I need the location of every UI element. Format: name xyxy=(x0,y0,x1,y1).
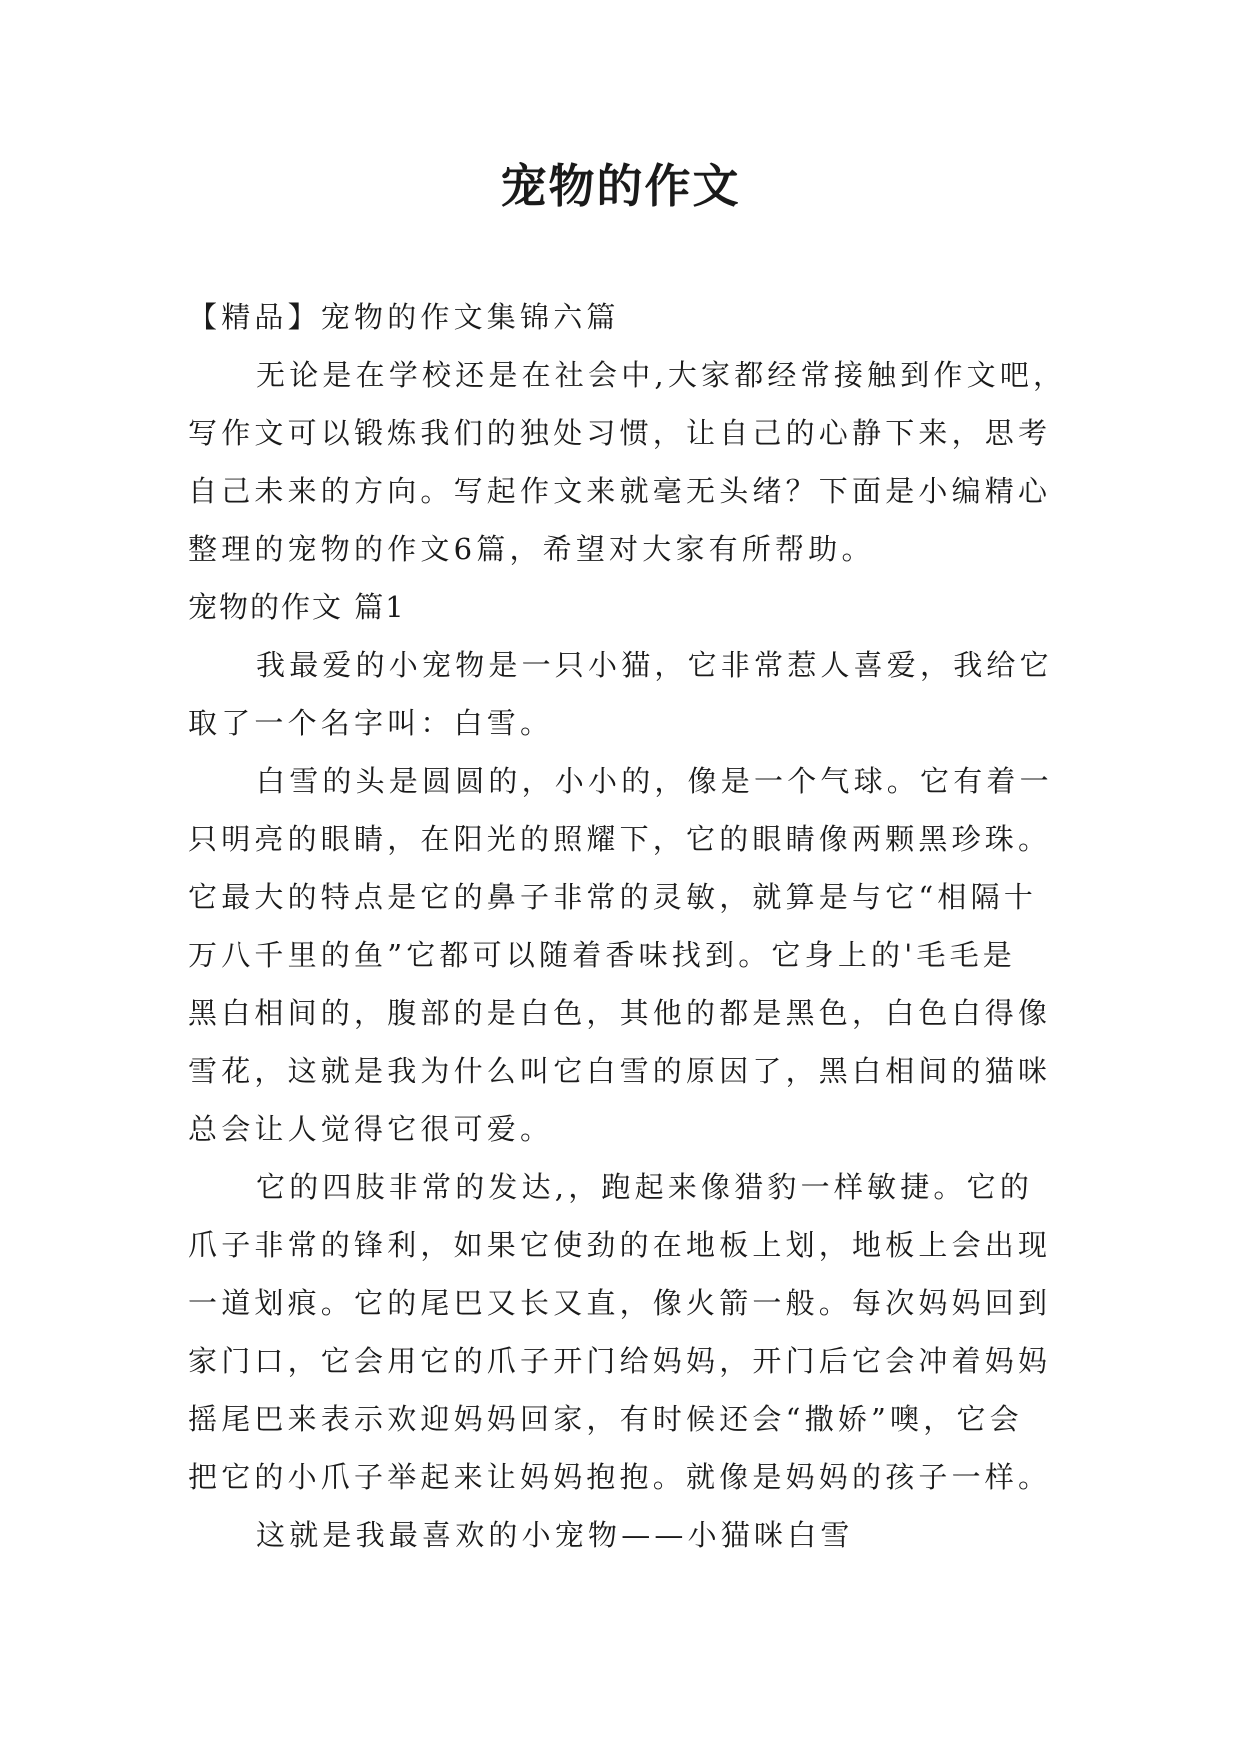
paragraph-line: 总会让人觉得它很可爱。 xyxy=(188,1112,554,1146)
paragraph-line: 写作文可以锻炼我们的独处习惯，让自己的心静下来，思考 xyxy=(188,416,1052,450)
paragraph-line: 它最大的特点是它的鼻子非常的灵敏，就算是与它“相隔十 xyxy=(188,880,1038,914)
paragraph-line: 整理的宠物的作文6篇，希望对大家有所帮助。 xyxy=(188,532,875,566)
paragraph-line: 黑白相间的，腹部的是白色，其他的都是黑色，白色白得像 xyxy=(188,996,1052,1030)
paragraph-line: 摇尾巴来表示欢迎妈妈回家，有时候还会“撒娇”噢，它会 xyxy=(188,1402,1023,1436)
subtitle-line: 【精品】宠物的作文集锦六篇 xyxy=(188,300,620,334)
paragraph-line: 只明亮的眼睛，在阳光的照耀下，它的眼睛像两颗黑珍珠。 xyxy=(188,822,1052,856)
paragraph-line: 这就是我最喜欢的小宠物——小猫咪白雪 xyxy=(256,1518,854,1552)
paragraph-line: 它的四肢非常的发达,，跑起来像猎豹一样敏捷。它的 xyxy=(256,1170,1034,1204)
paragraph-line: 把它的小爪子举起来让妈妈抱抱。就像是妈妈的孩子一样。 xyxy=(188,1460,1052,1494)
paragraph-line: 一道划痕。它的尾巴又长又直，像火箭一般。每次妈妈回到 xyxy=(188,1286,1052,1320)
document-body xyxy=(188,288,1088,1564)
paragraph-line: 雪花，这就是我为什么叫它白雪的原因了，黑白相间的猫咪 xyxy=(188,1054,1052,1088)
paragraph-line: 爪子非常的锋利，如果它使劲的在地板上划，地板上会出现 xyxy=(188,1228,1052,1262)
paragraph-line: 我最爱的小宠物是一只小猫，它非常惹人喜爱，我给它 xyxy=(256,648,1053,682)
paragraph-line: 白雪的头是圆圆的，小小的，像是一个气球。它有着一 xyxy=(256,764,1053,798)
document-title: 宠物的作文 xyxy=(500,159,741,213)
paragraph-line: 自己未来的方向。写起作文来就毫无头绪？下面是小编精心 xyxy=(188,474,1052,508)
paragraph-line: 取了一个名字叫：白雪。 xyxy=(188,706,554,740)
paragraph-line: 万八千里的鱼”它都可以随着香味找到。它身上的'毛毛是 xyxy=(188,938,1016,972)
paragraph-line: 家门口，它会用它的爪子开门给妈妈，开门后它会冲着妈妈 xyxy=(188,1344,1052,1378)
section-heading: 宠物的作文 篇1 xyxy=(188,590,406,624)
paragraph-line: 无论是在学校还是在社会中,大家都经常接触到作文吧， xyxy=(256,358,1067,392)
